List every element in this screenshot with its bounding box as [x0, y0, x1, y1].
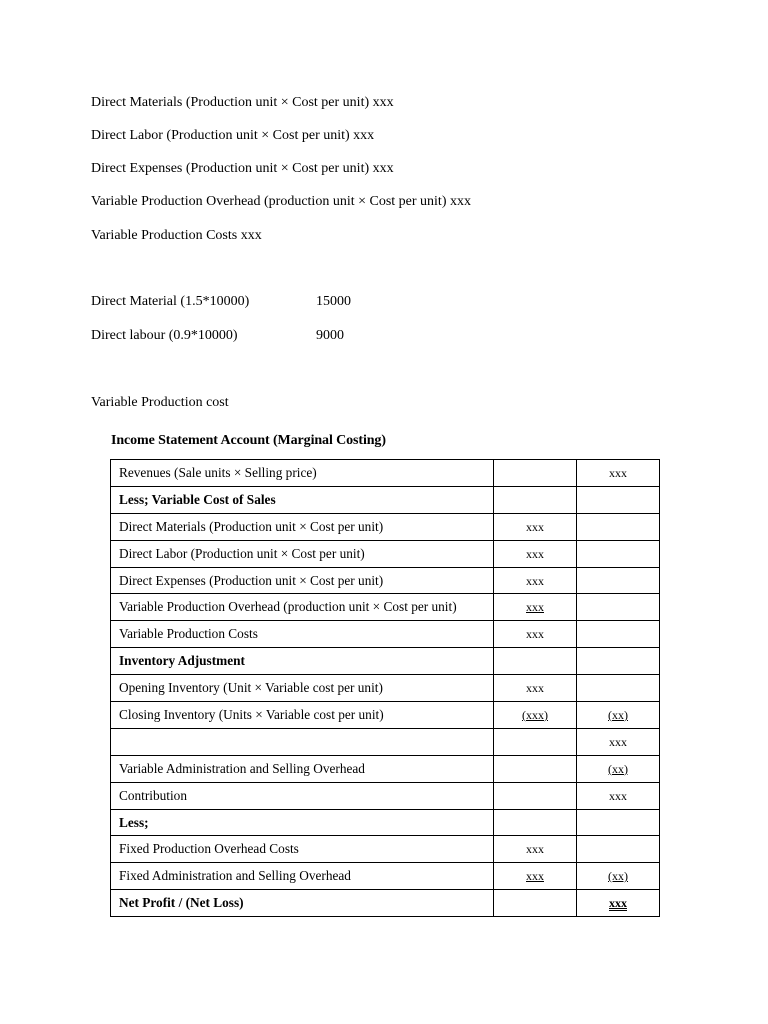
row-col2: [577, 675, 660, 702]
row-col1: [494, 486, 577, 513]
row-col1: [494, 782, 577, 809]
table-row: [111, 486, 660, 513]
row-col2: [577, 809, 660, 836]
table-row: [111, 809, 660, 836]
row-col2: [577, 755, 660, 782]
table-row: [111, 755, 660, 782]
row-col1: xxx: [494, 567, 577, 594]
table-row: [111, 675, 660, 702]
table-row: [111, 460, 660, 487]
row-col2: xxx: [577, 728, 660, 755]
row-col1: [494, 755, 577, 782]
amount-underlined: (xx): [608, 869, 628, 884]
amount-underlined: xxx: [526, 869, 544, 884]
row-col2: xxx: [577, 782, 660, 809]
formula-line-variable-costs: Variable Production Costs xxx: [91, 228, 262, 243]
row-label: Revenues (Sale units × Selling price): [111, 460, 494, 487]
row-col1: xxx: [494, 513, 577, 540]
row-col2: [577, 836, 660, 863]
row-col1: xxx: [494, 621, 577, 648]
row-col1: [494, 728, 577, 755]
row-col2: [577, 863, 660, 890]
amount-underlined: xxx: [526, 600, 544, 615]
row-label: Inventory Adjustment: [111, 648, 494, 675]
table-row: [111, 540, 660, 567]
table-row: [111, 702, 660, 729]
row-col2: [577, 540, 660, 567]
row-label: Fixed Administration and Selling Overhead: [111, 863, 494, 890]
calc-direct-material-value: 15000: [316, 294, 351, 309]
row-col2: xxx: [577, 460, 660, 487]
row-col1: xxx: [494, 836, 577, 863]
row-col1: [494, 863, 577, 890]
row-col2: [577, 486, 660, 513]
table-row: [111, 513, 660, 540]
row-label: Closing Inventory (Units × Variable cost per unit): [111, 702, 494, 729]
formula-line-direct-labor: Direct Labor (Production unit × Cost per unit) xxx: [91, 128, 375, 143]
row-col2: [577, 594, 660, 621]
row-label: Direct Expenses (Production unit × Cost per unit): [111, 567, 494, 594]
row-col1: [494, 809, 577, 836]
row-label: Fixed Production Overhead Costs: [111, 836, 494, 863]
table-row: [111, 728, 660, 755]
formula-line-variable-overhead: Variable Production Overhead (production unit × Cost per unit) xxx: [91, 194, 471, 209]
row-label: Variable Production Overhead (production unit × Cost per unit): [111, 594, 494, 621]
row-col2: [577, 513, 660, 540]
row-label: Variable Administration and Selling Overhead: [111, 755, 494, 782]
row-col2: [577, 648, 660, 675]
row-col1: [494, 594, 577, 621]
row-label: Variable Production Costs: [111, 621, 494, 648]
row-col1: xxx: [494, 675, 577, 702]
row-label: [111, 728, 494, 755]
table-row: [111, 621, 660, 648]
row-col1: xxx: [494, 540, 577, 567]
row-label: Direct Labor (Production unit × Cost per unit): [111, 540, 494, 567]
row-col2: [577, 890, 660, 917]
row-label: Contribution: [111, 782, 494, 809]
calc-direct-labour-label: Direct labour (0.9*10000): [91, 328, 238, 343]
table-row: [111, 863, 660, 890]
table-row: [111, 567, 660, 594]
row-label: Opening Inventory (Unit × Variable cost per unit): [111, 675, 494, 702]
row-col1: [494, 460, 577, 487]
income-statement-table: [110, 459, 660, 917]
row-col2: [577, 567, 660, 594]
row-label: Less;: [111, 809, 494, 836]
row-col1: [494, 648, 577, 675]
table-row: [111, 890, 660, 917]
table-row: [111, 836, 660, 863]
row-col2: [577, 702, 660, 729]
calc-direct-material-label: Direct Material (1.5*10000): [91, 294, 250, 309]
statement-title: Income Statement Account (Marginal Costing): [111, 433, 386, 448]
row-label: Less; Variable Cost of Sales: [111, 486, 494, 513]
amount-underlined: (xx): [608, 761, 628, 776]
table-row: [111, 782, 660, 809]
variable-production-cost-label: Variable Production cost: [91, 395, 229, 410]
table-row: [111, 594, 660, 621]
formula-line-direct-materials: Direct Materials (Production unit × Cost per unit) xxx: [91, 95, 394, 110]
row-label: Net Profit / (Net Loss): [111, 890, 494, 917]
amount-double-underlined: xxx: [609, 896, 627, 911]
amount-underlined: (xx): [608, 707, 628, 722]
amount-underlined: (xxx): [522, 707, 548, 722]
row-col2: [577, 621, 660, 648]
table-row: [111, 648, 660, 675]
row-label: Direct Materials (Production unit × Cost per unit): [111, 513, 494, 540]
row-col1: [494, 890, 577, 917]
row-col1: [494, 702, 577, 729]
calc-direct-labour-value: 9000: [316, 328, 344, 343]
formula-line-direct-expenses: Direct Expenses (Production unit × Cost per unit) xxx: [91, 161, 394, 176]
